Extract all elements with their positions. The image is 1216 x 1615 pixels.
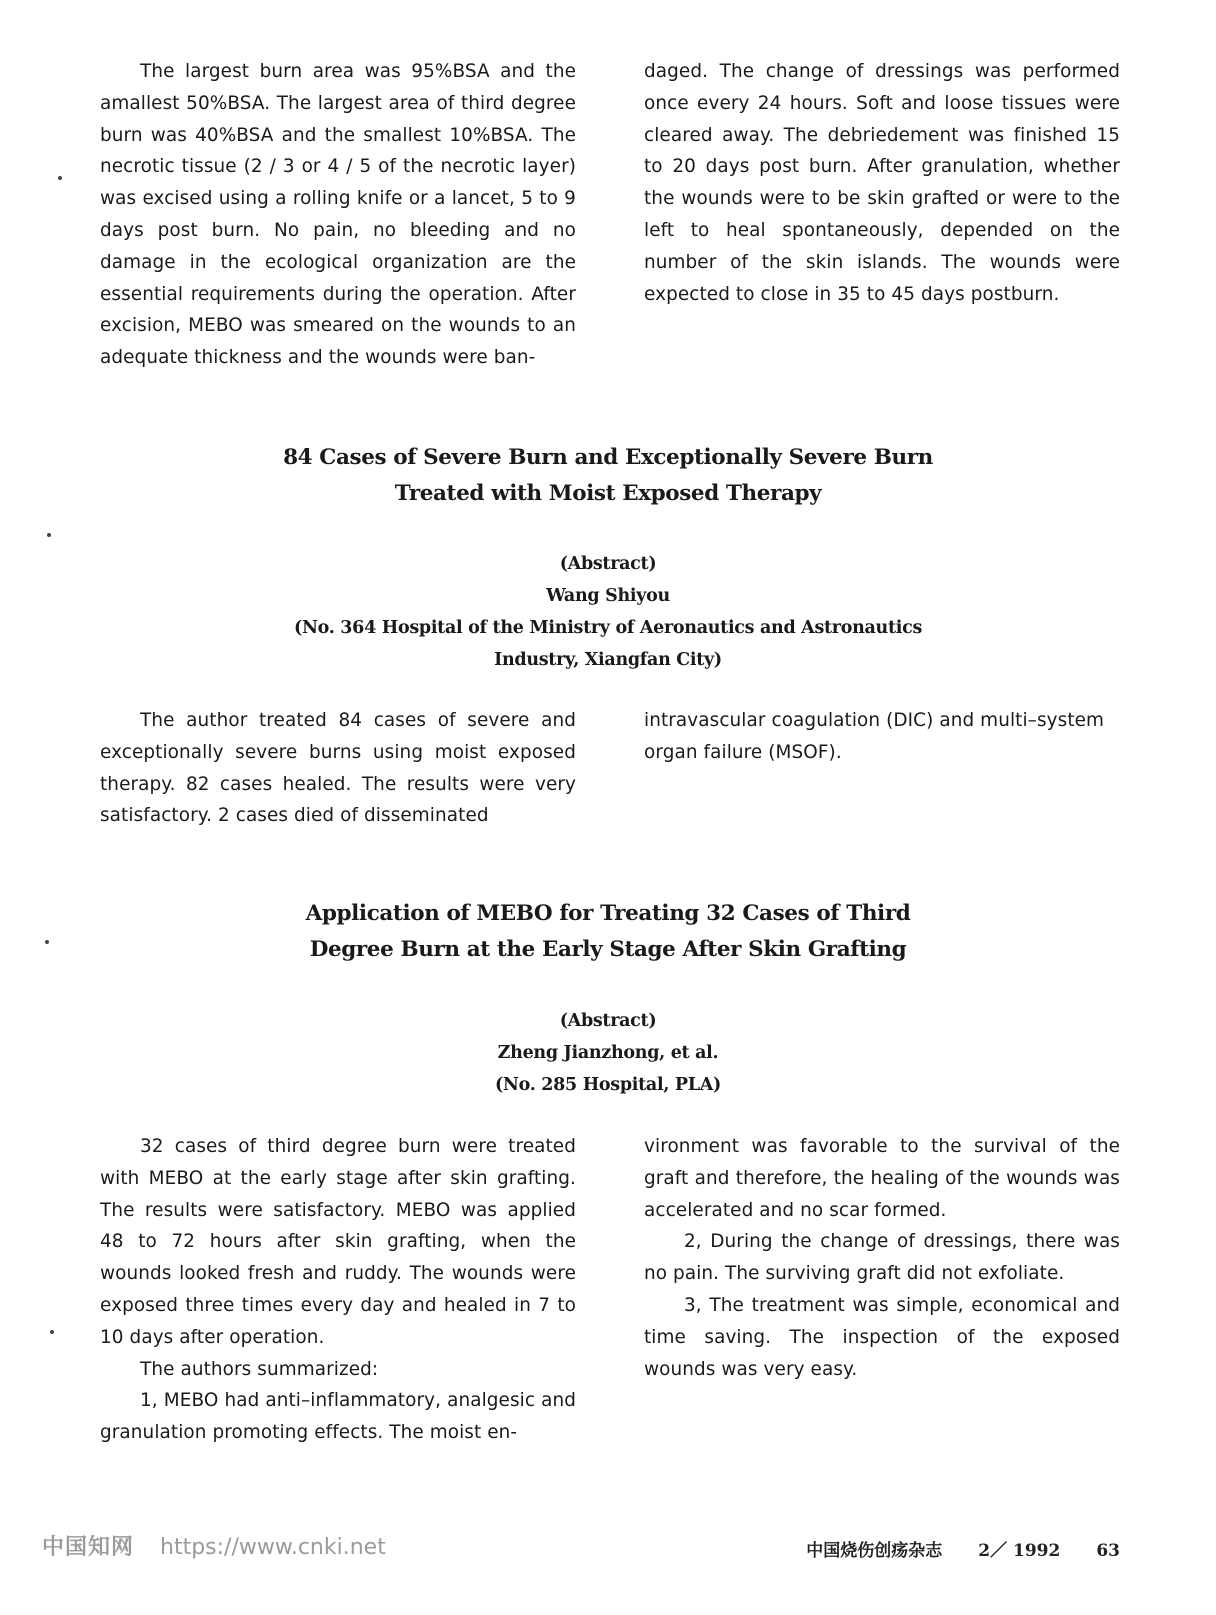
paragraph: 2, During the change of dressings, there was no pain. The surviving graft did not exfoliate.: [644, 1231, 1120, 1285]
issue-number: 2／ 1992: [978, 1541, 1061, 1561]
page-number: 63: [1096, 1541, 1120, 1561]
abstract-label: (Abstract): [559, 1011, 657, 1031]
running-footer: [806, 1536, 1120, 1561]
scan-speck: [50, 1330, 54, 1334]
paragraph: The authors summarized:: [140, 1358, 379, 1380]
section1-right-column: [644, 56, 1120, 374]
cnki-url: https://www.cnki.net: [160, 1535, 386, 1560]
paragraph: daged. The change of dressings was performed once every 24 hours. Soft and loose tissues were cleared away. The debriedement was finished 15 to 20 days post burn. After granulation, whether the wounds were to be skin grafted or were to the left to heal spontaneously, depended on the number of the skin islands. The wounds were expected to close in 35 to 45 days postburn.: [644, 61, 1120, 305]
article3-meta: [0, 1005, 1216, 1101]
paragraph: 1, MEBO had anti–inflammatory, analgesic and granulation promoting effects. The moist en-: [100, 1390, 576, 1444]
article2-meta: [0, 548, 1216, 676]
article2-right-column: [644, 705, 1120, 832]
author: Wang Shiyou: [546, 586, 670, 606]
article3-left-column: [100, 1131, 576, 1449]
section1-body: [100, 56, 1120, 374]
author: Zheng Jianzhong, et al.: [497, 1043, 719, 1063]
journal-name: 中国烧伤创疡杂志: [806, 1541, 943, 1561]
paragraph: intravascular coagulation (DIC) and multi–system organ failure (MSOF).: [644, 710, 1105, 763]
article2-body: [100, 705, 1120, 832]
paragraph: vironment was favorable to the survival of the graft and therefore, the healing of the wounds was accelerated and no scar formed.: [644, 1136, 1120, 1221]
article3-right-column: [644, 1131, 1120, 1449]
paragraph: 3, The treatment was simple, economical and time saving. The inspection of the exposed wounds was very easy.: [644, 1294, 1120, 1380]
affiliation: (No. 285 Hospital, PLA): [494, 1075, 722, 1095]
scan-speck: [47, 533, 51, 537]
cnki-logo: 中国知网: [42, 1535, 135, 1560]
paragraph: 32 cases of third degree burn were treated with MEBO at the early stage after skin grafting. The results were satisfactory. MEBO was applied 48 to 72 hours after skin grafting, when the wounds looked fresh and ruddy. The wounds were exposed three times every day and healed in 7 to 10 days after operation.: [100, 1136, 576, 1348]
affiliation: Industry, Xiangfan City): [494, 650, 722, 670]
article3-body: [100, 1131, 1120, 1449]
article2-left-column: [100, 705, 576, 832]
scan-speck: [45, 940, 49, 944]
cnki-watermark: [42, 1530, 386, 1561]
abstract-label: (Abstract): [559, 554, 657, 574]
article3-title: Application of MEBO for Treating 32 Cases of Third Degree Burn at the Early Stage After Skin Grafting: [305, 901, 911, 962]
paragraph: The author treated 84 cases of severe and exceptionally severe burns using moist exposed therapy. 82 cases healed. The results were very satisfactory. 2 cases died of disseminated: [100, 710, 576, 827]
scan-speck: [58, 176, 62, 180]
article2-title: 84 Cases of Severe Burn and Exceptionally Severe Burn Treated with Moist Exposed Therapy: [283, 445, 933, 506]
affiliation: (No. 364 Hospital of the Ministry of Aeronautics and Astronautics: [293, 618, 923, 638]
paragraph: The largest burn area was 95%BSA and the amallest 50%BSA. The largest area of third degree burn was 40%BSA and the smallest 10%BSA. The necrotic tissue (2 / 3 or 4 / 5 of the necrotic layer) was excised using a rolling knife or a lancet, 5 to 9 days post burn. No pain, no bleeding and no damage in the ecological organization are the essential requirements during the operation. After excision, MEBO was smeared on the wounds to an adequate thickness and the wounds were ban-: [100, 61, 576, 369]
section1-left-column: [100, 56, 576, 374]
